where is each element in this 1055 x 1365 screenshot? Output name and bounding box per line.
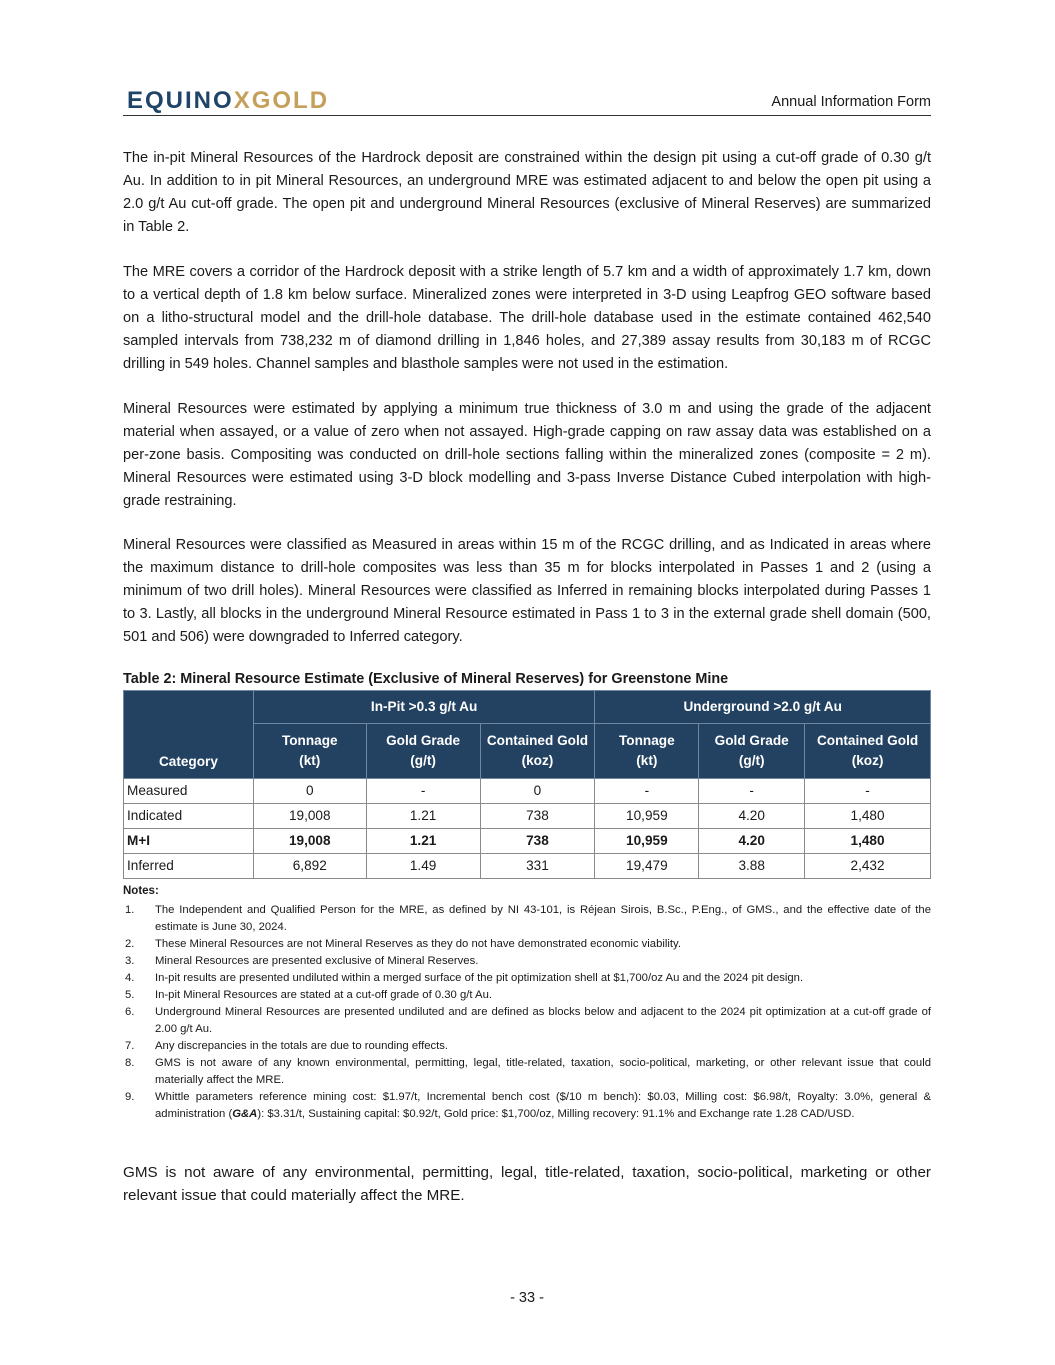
notes-heading: Notes:	[123, 885, 159, 897]
page-header	[123, 86, 931, 116]
notes-list	[123, 902, 931, 1123]
table-cell: -	[595, 779, 699, 804]
table-cell: -	[366, 779, 480, 804]
note-item: 7. Any discrepancies in the totals are due to rounding effects.	[125, 1040, 449, 1052]
table-title: Table 2: Mineral Resource Estimate (Exclusive of Mineral Reserves) for Greenstone Mine	[123, 671, 729, 687]
mineral-resource-table	[123, 690, 931, 879]
table-cell: 0	[253, 779, 366, 804]
underground-group-header: Underground >2.0 g/t Au	[595, 691, 931, 724]
inpit-tonnage-header: Tonnage (kt)	[253, 724, 366, 779]
note-item: 3. Mineral Resources are presented exclusive of Mineral Reserves.	[125, 955, 479, 967]
inpit-group-header: In-Pit >0.3 g/t Au	[253, 691, 595, 724]
table-cell: 1,480	[805, 804, 931, 829]
table-cell: 1.49	[366, 854, 480, 879]
paragraph-mre-corridor: The MRE covers a corridor of the Hardrock deposit with a strike length of 5.7 km and a width of approximately 1.7 km, down to a vertical depth of 1.8 km below surface. Mineralized zones were interpreted in 3-D using Leapfrog GEO software based on a litho-structural model and the drill-hole database. The drill-hole database used in the estimate contained 462,540 sampled intervals from 738,232 m of diamond drilling in 1,846 holes, and 27,389 assay results from 30,183 m of RCGC drilling in 549 holes. Channel samples and blasthole samples were not used in the estimation.	[123, 264, 931, 372]
table-cell: 738	[480, 829, 595, 854]
paragraph-inpit-resources: The in-pit Mineral Resources of the Hardrock deposit are constrained within the design pit using a cut-off grade of 0.30 g/t Au. In addition to in pit Mineral Resources, an underground MRE was estimated adjacent to and below the open pit using a 2.0 g/t Au cut-off grade. The open pit and underground Mineral Resources (exclusive of Mineral Reserves) are summarized in Table 2.	[123, 150, 931, 235]
category-header: Category	[124, 691, 254, 779]
table-cell: 3.88	[699, 854, 805, 879]
table-row-measured-indicated	[124, 829, 931, 854]
table-cell: -	[805, 779, 931, 804]
note-item: 5. In-pit Mineral Resources are stated at a cut-off grade of 0.30 g/t Au.	[125, 989, 493, 1001]
note-item: 4. In-pit results are presented undiluted within a merged surface of the pit optimization shell at $1,700/oz Au and the 2024 pit design.	[125, 972, 804, 984]
table-cell: 10,959	[595, 804, 699, 829]
table-cell: Indicated	[124, 804, 254, 829]
table-row-inferred	[124, 854, 931, 879]
equinox-gold-logo: EQUINOXGOLD	[127, 87, 330, 114]
table-cell: M+I	[124, 829, 254, 854]
table-cell: 4.20	[699, 804, 805, 829]
table-row-indicated	[124, 804, 931, 829]
paragraph-classification: Mineral Resources were classified as Measured in areas within 15 m of the RCGC drilling, and as Indicated in areas where the maximum distance to drill-hole composites was less than 35 m for blocks interpolated in Passes 1 and 2 (using a minimum of two drill holes). Mineral Resources were classified as Inferred in remaining blocks interpolated during Passes 1 to 3. Lastly, all blocks in the underground Mineral Resource estimated in Pass 1 to 3 in the external grade shell domain (500, 501 and 506) were downgraded to Inferred category.	[123, 537, 931, 645]
table-row-measured	[124, 779, 931, 804]
table-cell: 19,008	[253, 804, 366, 829]
inpit-contained-header: Contained Gold (koz)	[480, 724, 595, 779]
table-cell: 4.20	[699, 829, 805, 854]
inpit-grade-header: Gold Grade (g/t)	[366, 724, 480, 779]
ug-contained-header: Contained Gold (koz)	[805, 724, 931, 779]
table-cell: 1,480	[805, 829, 931, 854]
table-cell: 1.21	[366, 829, 480, 854]
table-cell: 1.21	[366, 804, 480, 829]
table-cell: Inferred	[124, 854, 254, 879]
note-item-whittle-parameters: 9. Whittle parameters reference mining cost: $1.97/t, Incremental bench cost ($/10 m bench): $0.03, Milling cost: $6.98/t, Royalty: 3.0%, general & administration (G&A): $3.31/t, Sustaining capital: $0.92/t, Gold price: $1,700/oz, Milling recovery: 91.1% and Exchange rate 1.28 CAD/USD.	[125, 1091, 931, 1120]
note-item: 1. The Independent and Qualified Person for the MRE, as defined by NI 43-101, is Réjean Sirois, B.Sc., P.Eng., of GMS., and the effective date of the estimate is June 30, 2024.	[125, 904, 931, 933]
table-cell: 19,479	[595, 854, 699, 879]
table-cell: 19,008	[253, 829, 366, 854]
table-cell: -	[699, 779, 805, 804]
table-cell: 6,892	[253, 854, 366, 879]
note-item: 8. GMS is not aware of any known environmental, permitting, legal, title-related, taxation, socio-political, marketing, or other relevant issue that could materially affect the MRE.	[125, 1057, 931, 1086]
note-item: 6. Underground Mineral Resources are presented undiluted and are defined as blocks below and adjacent to the 2024 pit optimization at a cut-off grade of 2.00 g/t Au.	[125, 1006, 931, 1035]
note-item: 2. These Mineral Resources are not Mineral Reserves as they do not have demonstrated economic viability.	[125, 938, 681, 950]
table-cell: Measured	[124, 779, 254, 804]
page-number: - 33 -	[510, 1290, 544, 1306]
ug-tonnage-header: Tonnage (kt)	[595, 724, 699, 779]
table-cell: 0	[480, 779, 595, 804]
document-title: Annual Information Form	[771, 94, 931, 110]
table-cell: 331	[480, 854, 595, 879]
table-cell: 10,959	[595, 829, 699, 854]
paragraph-estimation-method: Mineral Resources were estimated by applying a minimum true thickness of 3.0 m and using the grade of the adjacent material when assayed, or a value of zero when not assayed. High-grade capping on raw assay data was established on a per-zone basis. Compositing was conducted on drill-hole sections falling within the mineralized zones (composite = 2 m). Mineral Resources were estimated using 3-D block modelling and 3-pass Inverse Distance Cubed interpolation with high-grade restraining.	[123, 401, 931, 509]
paragraph-gms-statement: GMS is not aware of any environmental, permitting, legal, title-related, taxation, socio-political, marketing or other relevant issue that could materially affect the MRE.	[123, 1164, 931, 1204]
table-cell: 2,432	[805, 854, 931, 879]
table-cell: 738	[480, 804, 595, 829]
ug-grade-header: Gold Grade (g/t)	[699, 724, 805, 779]
